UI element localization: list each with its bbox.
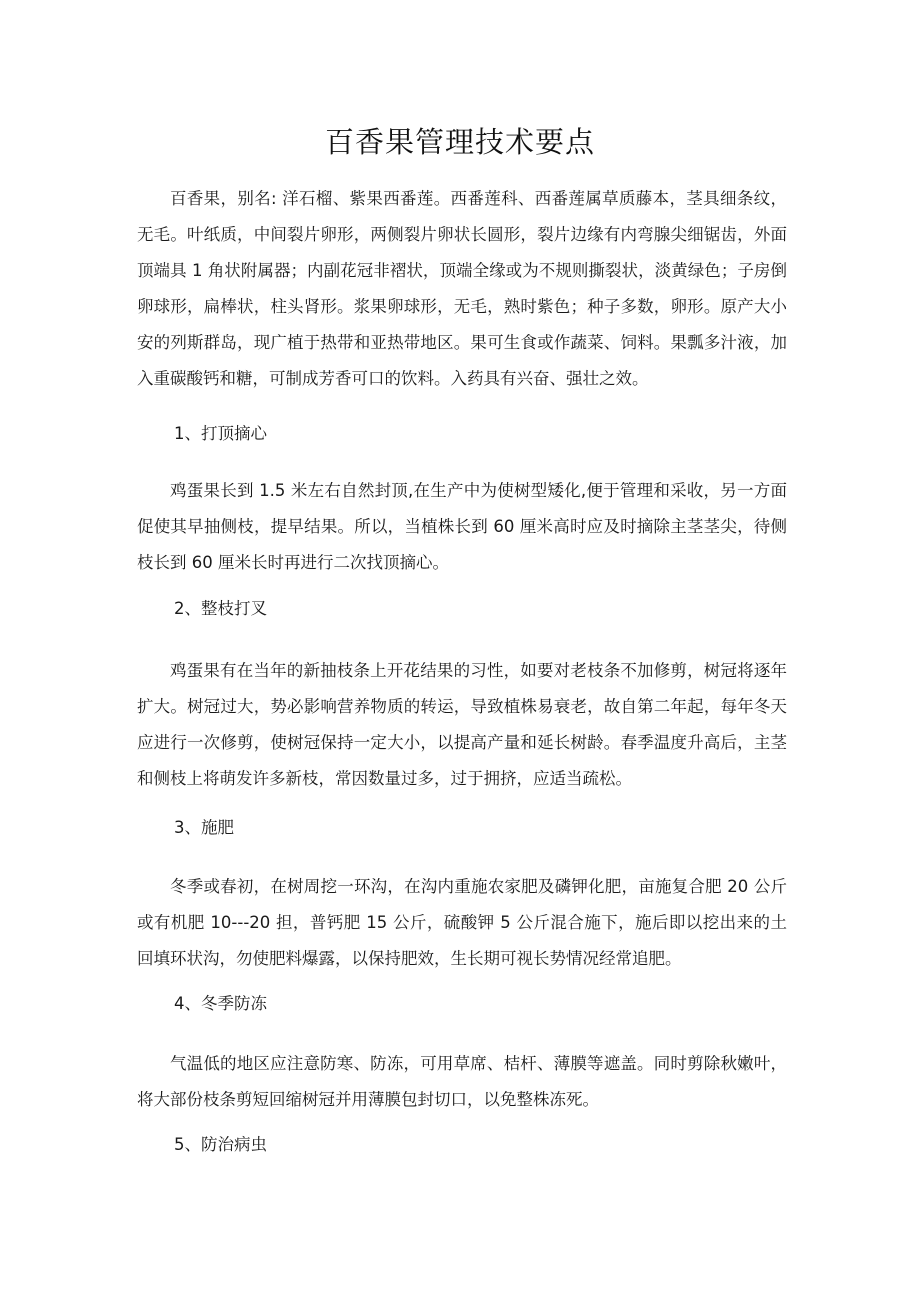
section-paragraph-topping: 鸡蛋果长到 1.5 米左右自然封顶,在生产中为使树型矮化,便于管理和采收，另一方面促使其早抽侧枝，提早结果。所以，当植株长到 60 厘米高时应及时摘除主茎茎尖，待侧枝长到 60 厘米长时再进行二次找顶摘心。 [137, 481, 787, 572]
section-paragraph-frost-protection: 气温低的地区应注意防寒、防冻，可用草席、桔杆、薄膜等遮盖。同时剪除秋嫩叶，将大部份枝条剪短回缩树冠并用薄膜包封切口，以免整株冻死。 [137, 1054, 787, 1109]
section-paragraph-fertilizing: 冬季或春初，在树周挖一环沟，在沟内重施农家肥及磷钾化肥，亩施复合肥 20 公斤或有机肥 10---20 担，普钙肥 15 公斤，硫酸钾 5 公斤混合施下，施后即以挖出来的土回填环状沟，勿使肥料爆露，以保持肥效，生长期可视长势情况经常追肥。 [137, 877, 787, 968]
section-heading-fertilizing: 3、施肥 [174, 818, 234, 837]
section-heading-frost-protection: 4、冬季防冻 [174, 994, 267, 1013]
section-heading-topping: 1、打顶摘心 [174, 424, 267, 443]
document-title: 百香果管理技术要点 [324, 125, 595, 159]
section-heading-pruning: 2、整枝打叉 [174, 599, 267, 618]
section-heading-pest-control: 5、防治病虫 [174, 1135, 267, 1154]
section-paragraph-pruning: 鸡蛋果有在当年的新抽枝条上开花结果的习性，如要对老枝条不加修剪，树冠将逐年扩大。树冠过大，势必影响营养物质的转运，导致植株易衰老，故自第二年起，每年冬天应进行一次修剪，使树冠保持一定大小，以提高产量和延长树龄。春季温度升高后，主茎和侧枝上将萌发许多新枝，常因数量过多，过于拥挤，应适当疏松。 [137, 661, 787, 788]
intro-paragraph: 百香果，别名: 洋石榴、紫果西番莲。西番莲科、西番莲属草质藤本，茎具细条纹，无毛。叶纸质，中间裂片卵形，两侧裂片卵状长圆形，裂片边缘有内弯腺尖细锯齿，外面顶端具 1 角状附属器；内副花冠非褶状，顶端全缘或为不规则撕裂状，淡黄绿色；子房倒卵球形，扁棒状，柱头肾形。浆果卵球形，无毛，熟时紫色；种子多数，卵形。原产大小安的列斯群岛，现广植于热带和亚热带地区。果可生食或作蔬菜、饲料。果瓢多汁液，加入重碳酸钙和糖，可制成芳香可口的饮料。入药具有兴奋、强壮之效。 [137, 189, 787, 388]
